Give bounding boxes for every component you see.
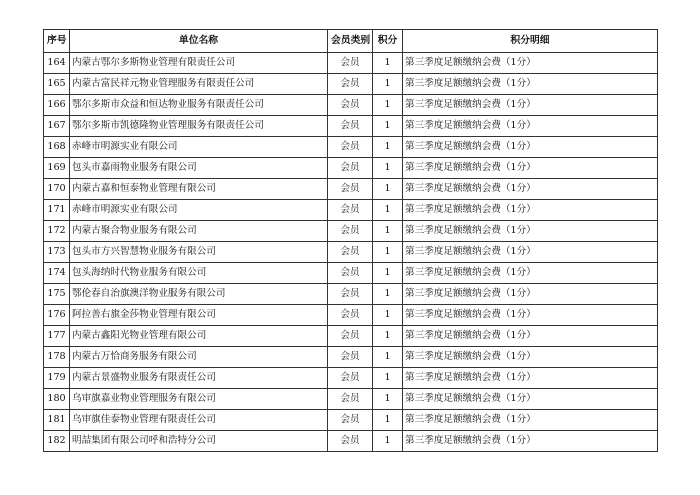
points-detail-cell: 第三季度足额缴纳会费（1分） [403,410,658,431]
member-type-cell: 会员 [328,347,373,368]
points-cell: 1 [373,368,403,389]
serial-number-cell: 168 [44,137,70,158]
points-detail-cell: 第三季度足额缴纳会费（1分） [403,137,658,158]
unit-name-cell: 鄂尔多斯市凯德隆物业管理服务有限责任公司 [70,116,328,137]
serial-number-cell: 170 [44,179,70,200]
unit-name-cell: 内蒙古鄂尔多斯物业管理有限责任公司 [70,53,328,74]
member-type-cell: 会员 [328,410,373,431]
unit-name-cell: 包头市方兴智慧物业服务有限公司 [70,242,328,263]
serial-number-cell: 171 [44,200,70,221]
member-type-cell: 会员 [328,263,373,284]
points-detail-cell: 第三季度足额缴纳会费（1分） [403,389,658,410]
member-type-cell: 会员 [328,305,373,326]
member-type-cell: 会员 [328,158,373,179]
unit-name-cell: 乌审旗嘉业物业管理服务有限公司 [70,389,328,410]
points-detail-cell: 第三季度足额缴纳会费（1分） [403,431,658,452]
table-row [44,326,658,347]
points-detail-cell: 第三季度足额缴纳会费（1分） [403,179,658,200]
points-detail-cell: 第三季度足额缴纳会费（1分） [403,368,658,389]
member-type-cell: 会员 [328,116,373,137]
unit-name-cell: 内蒙古聚合物业服务有限公司 [70,221,328,242]
unit-name-cell: 内蒙古富民祥元物业管理服务有限责任公司 [70,74,328,95]
points-detail-cell: 第三季度足额缴纳会费（1分） [403,95,658,116]
table-row [44,95,658,116]
serial-number-cell: 174 [44,263,70,284]
table-header-row [44,30,658,53]
table-row [44,305,658,326]
serial-number-cell: 164 [44,53,70,74]
member-type-cell: 会员 [328,95,373,116]
member-type-cell: 会员 [328,431,373,452]
unit-name-cell: 包头海纳时代物业服务有限公司 [70,263,328,284]
header-points: 积分 [373,30,403,53]
unit-name-cell: 赤峰市明源实业有限公司 [70,137,328,158]
member-type-cell: 会员 [328,137,373,158]
unit-name-cell: 内蒙古鑫阳光物业管理有限公司 [70,326,328,347]
table-row [44,53,658,74]
header-points-detail: 积分明细 [403,30,658,53]
serial-number-cell: 179 [44,368,70,389]
points-table-sheet [43,29,658,452]
table-row [44,263,658,284]
serial-number-cell: 166 [44,95,70,116]
serial-number-cell: 172 [44,221,70,242]
table-row [44,200,658,221]
table-row [44,158,658,179]
points-detail-cell: 第三季度足额缴纳会费（1分） [403,326,658,347]
member-type-cell: 会员 [328,368,373,389]
points-detail-cell: 第三季度足额缴纳会费（1分） [403,284,658,305]
points-cell: 1 [373,242,403,263]
header-unit-name: 单位名称 [70,30,328,53]
member-type-cell: 会员 [328,326,373,347]
unit-name-cell: 赤峰市明源实业有限公司 [70,200,328,221]
points-cell: 1 [373,389,403,410]
points-detail-cell: 第三季度足额缴纳会费（1分） [403,263,658,284]
points-detail-cell: 第三季度足额缴纳会费（1分） [403,116,658,137]
table-row [44,347,658,368]
serial-number-cell: 178 [44,347,70,368]
serial-number-cell: 181 [44,410,70,431]
member-type-cell: 会员 [328,200,373,221]
points-cell: 1 [373,305,403,326]
points-cell: 1 [373,263,403,284]
serial-number-cell: 182 [44,431,70,452]
table-row [44,221,658,242]
unit-name-cell: 鄂伦春自治旗澳洋物业服务有限公司 [70,284,328,305]
serial-number-cell: 173 [44,242,70,263]
unit-name-cell: 包头市嘉雨物业服务有限公司 [70,158,328,179]
table-row [44,284,658,305]
table-row [44,179,658,200]
unit-name-cell: 内蒙古景盛物业服务有限责任公司 [70,368,328,389]
unit-name-cell: 阿拉善右旗金莎物业管理有限公司 [70,305,328,326]
points-detail-cell: 第三季度足额缴纳会费（1分） [403,74,658,95]
points-cell: 1 [373,431,403,452]
unit-name-cell: 内蒙古嘉和恒泰物业管理有限公司 [70,179,328,200]
points-cell: 1 [373,200,403,221]
points-detail-cell: 第三季度足额缴纳会费（1分） [403,200,658,221]
points-cell: 1 [373,347,403,368]
points-detail-cell: 第三季度足额缴纳会费（1分） [403,221,658,242]
table-row [44,368,658,389]
table-row [44,137,658,158]
unit-name-cell: 鄂尔多斯市众益和恒达物业服务有限责任公司 [70,95,328,116]
serial-number-cell: 165 [44,74,70,95]
table-body [44,53,658,452]
unit-name-cell: 内蒙古万恰商务服务有限公司 [70,347,328,368]
table-row [44,410,658,431]
table-row [44,74,658,95]
table-row [44,116,658,137]
serial-number-cell: 169 [44,158,70,179]
header-serial-number: 序号 [44,30,70,53]
points-detail-cell: 第三季度足额缴纳会费（1分） [403,305,658,326]
points-cell: 1 [373,410,403,431]
member-type-cell: 会员 [328,53,373,74]
member-type-cell: 会员 [328,221,373,242]
member-type-cell: 会员 [328,179,373,200]
header-member-type: 会员类别 [328,30,373,53]
member-type-cell: 会员 [328,74,373,95]
serial-number-cell: 176 [44,305,70,326]
table-row [44,242,658,263]
points-cell: 1 [373,137,403,158]
unit-name-cell: 明喆集团有限公司呼和浩特分公司 [70,431,328,452]
points-cell: 1 [373,95,403,116]
points-cell: 1 [373,284,403,305]
points-cell: 1 [373,158,403,179]
table-row [44,431,658,452]
points-detail-cell: 第三季度足额缴纳会费（1分） [403,158,658,179]
points-cell: 1 [373,221,403,242]
member-type-cell: 会员 [328,284,373,305]
serial-number-cell: 175 [44,284,70,305]
serial-number-cell: 180 [44,389,70,410]
points-cell: 1 [373,326,403,347]
points-cell: 1 [373,53,403,74]
points-detail-cell: 第三季度足额缴纳会费（1分） [403,53,658,74]
serial-number-cell: 167 [44,116,70,137]
points-cell: 1 [373,116,403,137]
serial-number-cell: 177 [44,326,70,347]
table-row [44,389,658,410]
points-table [43,29,658,452]
points-cell: 1 [373,74,403,95]
member-type-cell: 会员 [328,242,373,263]
member-type-cell: 会员 [328,389,373,410]
points-detail-cell: 第三季度足额缴纳会费（1分） [403,347,658,368]
points-detail-cell: 第三季度足额缴纳会费（1分） [403,242,658,263]
points-cell: 1 [373,179,403,200]
unit-name-cell: 乌审旗佳泰物业管理有限责任公司 [70,410,328,431]
